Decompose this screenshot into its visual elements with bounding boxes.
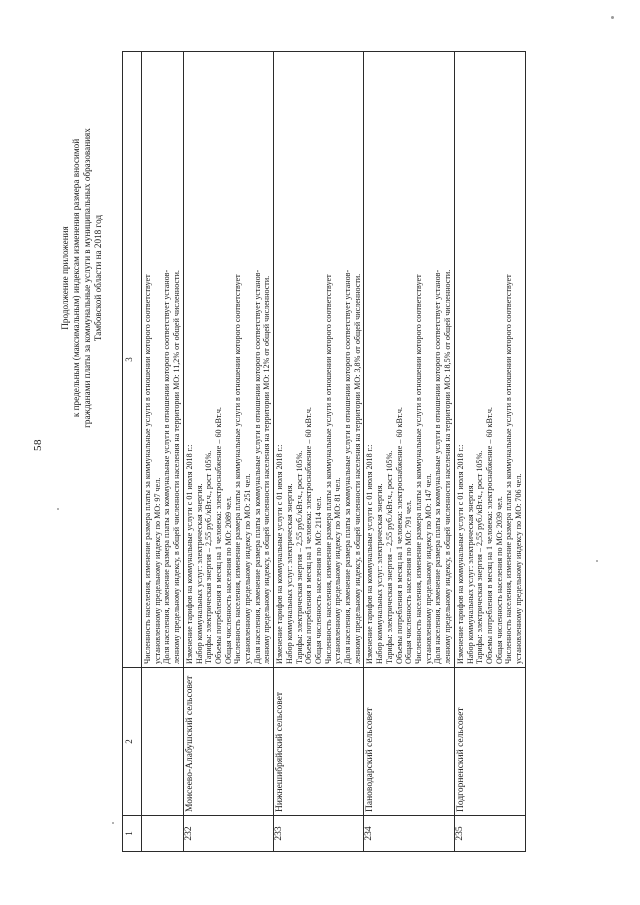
row-number: 235 bbox=[454, 816, 525, 852]
table-row bbox=[364, 52, 454, 852]
detail-line: Численность населения, изменение размера платы за коммунальные услуги в отношении которого соответствует bbox=[413, 274, 423, 664]
detail-line: Объемы потребления в месяц на 1 человека: электроснабжение – 60 кВт.ч. bbox=[304, 407, 314, 664]
row-number: 233 bbox=[274, 816, 364, 852]
document-page bbox=[60, 52, 580, 852]
row-details-cell bbox=[274, 52, 364, 668]
scan-speck bbox=[611, 16, 614, 19]
row-details-cell bbox=[364, 52, 454, 668]
detail-line: Общая численность населения по МО: 2114 чел. bbox=[313, 496, 323, 664]
row-details-cell bbox=[454, 52, 525, 668]
detail-line: Набор коммунальных услуг: электрическая энергия. bbox=[465, 483, 475, 664]
detail-line: Объемы потребления в месяц на 1 человека: электроснабжение – 60 кВт.ч. bbox=[394, 407, 404, 664]
municipality-name: Моисеево-Алабушский сельсовет bbox=[183, 668, 273, 816]
detail-line: установленному предельному индексу по МО: 706 чел. bbox=[514, 473, 524, 664]
column-header-3: 3 bbox=[123, 52, 142, 668]
row-details-cell bbox=[142, 52, 184, 668]
detail-line: установленному предельному индексу по МО: 97 чел. bbox=[152, 477, 162, 664]
detail-line: Доля населения, изменение размера платы за коммунальные услуги в отношении которого соответствует установ- bbox=[162, 269, 172, 664]
scan-speck bbox=[112, 822, 114, 824]
detail-line: Объемы потребления в месяц на 1 человека: электроснабжение – 60 кВт.ч. bbox=[213, 407, 223, 664]
detail-line: Набор коммунальных услуг: электрическая энергия. bbox=[194, 483, 204, 664]
detail-line: Численность населения, изменение размера платы за коммунальные услуги в отношении которого соответствует bbox=[233, 274, 243, 664]
detail-line: Изменение тарифов на коммунальные услуги с 01 июля 2018 г.: bbox=[455, 444, 465, 664]
detail-line: Доля населения, изменение размера платы за коммунальные услуги в отношении которого соответствует установ- bbox=[343, 269, 353, 664]
detail-line: Изменение тарифов на коммунальные услуги с 01 июля 2018 г.: bbox=[275, 444, 285, 664]
detail-line: Тарифы: электрическая энергия – 2,55 руб./кВт.ч., рост 105%. bbox=[294, 450, 304, 664]
detail-line: установленному предельному индексу по МО: 251 чел. bbox=[243, 473, 253, 664]
appendix-caption bbox=[60, 58, 104, 498]
detail-line: Численность населения, изменение размера платы за коммунальные услуги в отношении которого соответствует bbox=[504, 274, 514, 664]
row-number: 232 bbox=[183, 816, 273, 852]
tariff-table bbox=[122, 51, 526, 852]
detail-line: Общая численность населения по МО: 2089 чел. bbox=[223, 496, 233, 664]
table-row bbox=[454, 52, 525, 852]
page-number: 58 bbox=[32, 439, 44, 451]
detail-line: Набор коммунальных услуг: электрическая энергия. bbox=[284, 483, 294, 664]
detail-line: ленному предельному индексу, в общей численности населения на территории МО: 3,8% от общей численности. bbox=[352, 273, 362, 664]
table-header-row bbox=[123, 52, 142, 852]
detail-line: Тарифы: электрическая энергия – 2,55 руб./кВт.ч., рост 105%. bbox=[384, 450, 394, 664]
column-header-1: 1 bbox=[123, 816, 142, 852]
detail-line: Общая численность населения по МО: 2039 чел. bbox=[494, 496, 504, 664]
municipality-name-cell bbox=[142, 668, 184, 816]
detail-line: ленному предельному индексу, в общей численности населения на территории МО: 12% от общей численности. bbox=[262, 275, 272, 664]
detail-line: ленному предельному индексу, в общей численности населения на территории МО: 18,5% от общей численности. bbox=[443, 269, 453, 664]
caption-line-4: Тамбовской области на 2018 год bbox=[93, 214, 103, 342]
row-number-cell bbox=[142, 816, 184, 852]
scan-speck bbox=[596, 560, 598, 562]
detail-line: установленному предельному индексу по МО: 147 чел. bbox=[423, 473, 433, 664]
row-details-cell bbox=[183, 52, 273, 668]
detail-line: Общая численность населения по МО: 791 чел. bbox=[404, 500, 414, 664]
municipality-name: Пановодарский сельсовет bbox=[364, 668, 454, 816]
detail-line: установленному предельному индексу по МО: 81 чел. bbox=[333, 477, 343, 664]
detail-line: Набор коммунальных услуг: электрическая энергия. bbox=[375, 483, 385, 664]
municipality-name: Нижнешибряйский сельсовет bbox=[274, 668, 364, 816]
detail-line: Численность населения, изменение размера платы за коммунальные услуги в отношении которого соответствует bbox=[143, 274, 152, 664]
municipality-name: Подгорненский сельсовет bbox=[454, 668, 525, 816]
caption-line-2: к предельным (максимальным) индексам изменения размера вносимой bbox=[71, 138, 81, 418]
table-row bbox=[183, 52, 273, 852]
detail-line: Численность населения, изменение размера платы за коммунальные услуги в отношении которого соответствует bbox=[323, 274, 333, 664]
detail-line: Доля населения, изменение размера платы за коммунальные услуги в отношении которого соответствует установ- bbox=[433, 269, 443, 664]
detail-line: Изменение тарифов на коммунальные услуги с 01 июля 2018 г.: bbox=[365, 444, 375, 664]
detail-line: Доля населения, изменение размера платы за коммунальные услуги в отношении которого соответствует установ- bbox=[252, 269, 262, 664]
table-row bbox=[274, 52, 364, 852]
caption-line-3: гражданами платы за коммунальные услуги в муниципальных образованиях bbox=[82, 128, 92, 428]
detail-line: ленному предельному индексу, в общей численности населения на территории МО: 11,2% от общей численности. bbox=[172, 270, 182, 664]
row-number: 234 bbox=[364, 816, 454, 852]
caption-line-1: Продолжение приложения bbox=[60, 226, 70, 330]
detail-line: Объемы потребления в месяц на 1 человека: электроснабжение – 60 кВт.ч. bbox=[484, 407, 494, 664]
scan-speck bbox=[57, 508, 59, 510]
column-header-2: 2 bbox=[123, 668, 142, 816]
detail-line: Тарифы: электрическая энергия – 2,55 руб./кВт.ч., рост 105%. bbox=[204, 450, 214, 664]
continuation-row bbox=[142, 52, 184, 852]
detail-line: Тарифы: электрическая энергия – 2,55 руб./кВт.ч., рост 105%. bbox=[475, 450, 485, 664]
detail-line: Изменение тарифов на коммунальные услуги с 01 июля 2018 г.: bbox=[184, 444, 194, 664]
